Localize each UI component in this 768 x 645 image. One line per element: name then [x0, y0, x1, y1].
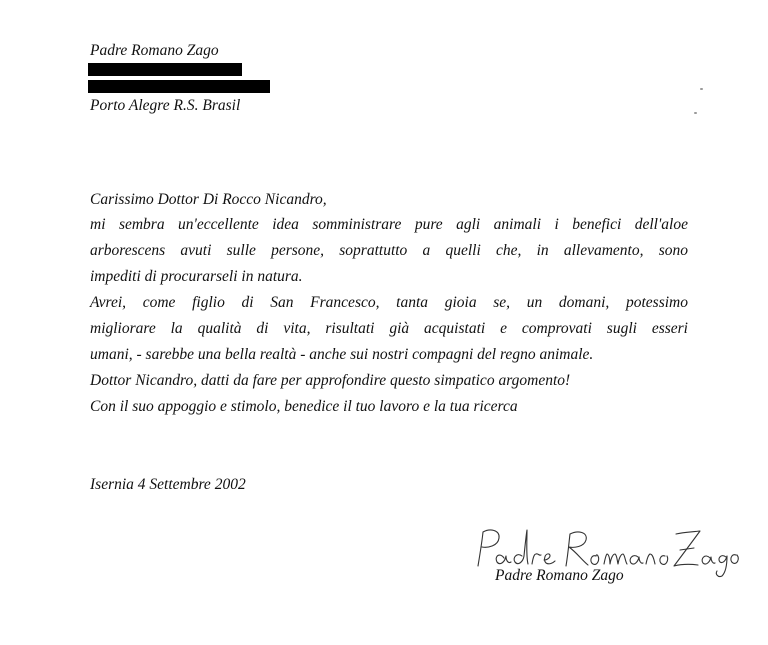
sender-name: Padre Romano Zago: [90, 42, 219, 59]
sender-city: Porto Alegre R.S. Brasil: [90, 97, 241, 114]
letter-line-7: Dottor Nicandro, datti da fare per approfondire questo simpatico argomento!: [90, 372, 571, 389]
place-date: Isernia 4 Settembre 2002: [90, 476, 246, 493]
letter-line-6: umani, - sarebbe una bella realtà - anche sui nostri compagni del regno animale.: [90, 346, 594, 363]
redaction-bar-1: [88, 63, 242, 76]
letter-line-2: arborescens avuti sulle persone, soprattutto a quelli che, in allevamento, sono: [90, 242, 688, 259]
letter-line-1: mi sembra un'eccellente idea somministrare pure agli animali i benefici dell'aloe: [90, 216, 688, 233]
letter-line-5: migliorare la qualità di vita, risultati già acquistati e comprovati sugli esseri: [90, 320, 688, 337]
letter-line-8: Con il suo appoggio e stimolo, benedice il tuo lavoro e la tua ricerca: [90, 398, 518, 415]
scan-speck: [694, 112, 697, 114]
salutation: Carissimo Dottor Di Rocco Nicandro,: [90, 191, 327, 208]
letter-line-3: impediti di procurarseli in natura.: [90, 268, 303, 285]
redaction-bar-2: [88, 80, 270, 93]
letter-line-4: Avrei, come figlio di San Francesco, tanta gioia se, un domani, potessimo: [90, 294, 688, 311]
typed-signature-name: Padre Romano Zago: [495, 567, 624, 584]
scan-speck: [700, 88, 703, 90]
